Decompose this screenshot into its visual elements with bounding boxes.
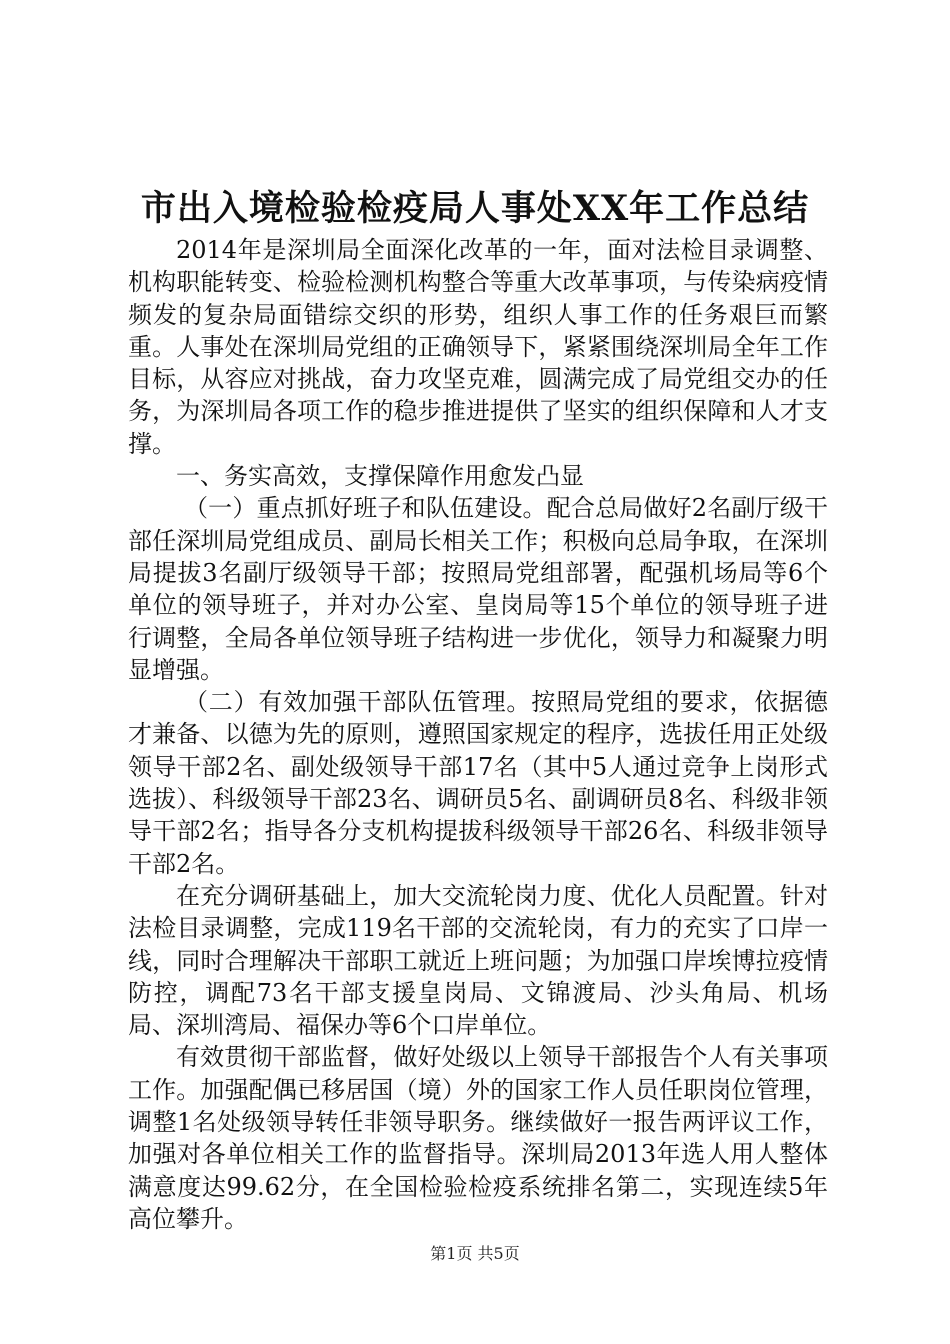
document-body — [128, 234, 828, 1235]
page-footer: 第1页 共5页 — [430, 1244, 520, 1263]
body-paragraph-rotation: 在充分调研基础上，加大交流轮岗力度、优化人员配置。针对法检目录调整，完成119名干部的交流轮岗，有力的充实了口岸一线，同时合理解决干部职工就近上班问题；为加强口岸埃博拉疫情防控，调配73名干部支援皇岗局、文锦渡局、沙头角局、机场局、深圳湾局、福保办等6个口岸单位。 — [128, 881, 828, 1040]
body-paragraph-supervision: 有效贯彻干部监督，做好处级以上领导干部报告个人有关事项工作。加强配偶已移居国（境）外的国家工作人员任职岗位管理，调整1名处级领导转任非领导职务。继续做好一报告两评议工作，加强对各单位相关工作的监督指导。深圳局2013年选人用人整体满意度达99.62分，在全国检验检疫系统排名第二，实现连续5年高位攀升。 — [128, 1043, 828, 1233]
section-heading-1: 一、务实高效，支撑保障作用愈发凸显 — [176, 462, 584, 491]
document-title: 市出入境检验检疫局人事处XX年工作总结 — [140, 188, 810, 229]
subsection-paragraph-1: （一）重点抓好班子和队伍建设。配合总局做好2名副厅级干部任深圳局党组成员、副局长相关工作；积极向总局争取，在深圳局提拔3名副厅级领导干部；按照局党组部署，配强机场局等6个单位的领导班子，并对办公室、皇岗局等15个单位的领导班子进行调整，全局各单位领导班子结构进一步优化，领导力和凝聚力明显增强。 — [128, 494, 828, 684]
intro-paragraph: 2014年是深圳局全面深化改革的一年，面对法检目录调整、机构职能转变、检验检测机构整合等重大改革事项，与传染病疫情频发的复杂局面错综交织的形势，组织人事工作的任务艰巨而繁重。人事处在深圳局党组的正确领导下，紧紧围绕深圳局全年工作目标，从容应对挑战，奋力攻坚克难，圆满完成了局党组交办的任务，为深圳局各项工作的稳步推进提供了坚实的组织保障和人才支撑。 — [128, 236, 828, 458]
subsection-paragraph-2: （二）有效加强干部队伍管理。按照局党组的要求，依据德才兼备、以德为先的原则，遵照国家规定的程序，选拔任用正处级领导干部2名、副处级领导干部17名（其中5人通过竞争上岗形式选拔）、科级领导干部23名、调研员5名、副调研员8名、科级非领导干部2名；指导各分支机构提拔科级领导干部26名、科级非领导干部2名。 — [128, 688, 828, 878]
